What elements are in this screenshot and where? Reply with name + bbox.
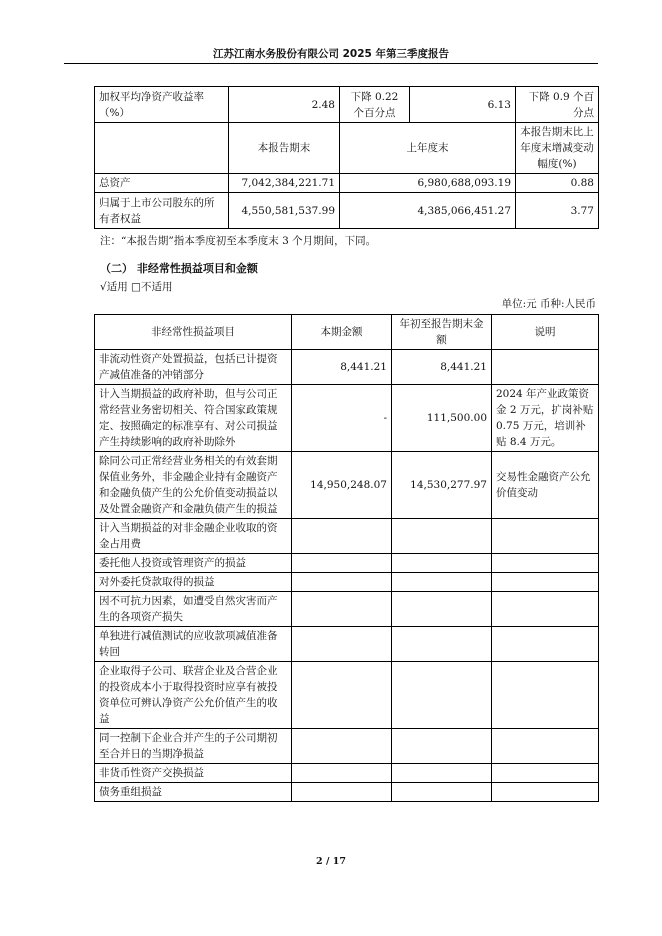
cell-value: 14,950,248.07 xyxy=(292,452,392,519)
cell-value xyxy=(292,519,392,554)
table-row xyxy=(95,385,599,452)
cell-value: 0.88 xyxy=(516,174,599,193)
table-row xyxy=(95,729,599,764)
cell-value xyxy=(292,783,392,802)
cell-value xyxy=(292,662,392,729)
cell-value: 2.48 xyxy=(229,87,340,123)
cell-value xyxy=(292,627,392,662)
cell-note xyxy=(492,729,599,764)
cell-value xyxy=(392,729,492,764)
cell-value xyxy=(392,573,492,592)
column-header: 说明 xyxy=(492,315,599,350)
cell-value: 4,550,581,537.99 xyxy=(229,193,340,229)
unit-label: 单位:元 币种:人民币 xyxy=(501,298,596,310)
cell-note: 2024 年产业政策资金 2 万元，扩岗补贴 0.75 万元，培训补贴 8.4 万元。 xyxy=(492,385,599,452)
column-header: 上年度末 xyxy=(340,123,516,174)
cell-value: 下降 0.9 个百分点 xyxy=(516,87,599,123)
row-label: 计入当期损益的对非金融企业收取的资金占用费 xyxy=(95,519,292,554)
footnote: 注：“本报告期”指本季度初至本季度末 3 个月期间，下同。 xyxy=(100,235,377,247)
applicability-checkbox-text: √适用 □不适用 xyxy=(100,281,173,293)
cell-value: 4,385,066,451.27 xyxy=(340,193,516,229)
table-row xyxy=(95,87,599,123)
table-header-row xyxy=(95,123,599,174)
row-label: 非货币性资产交换损益 xyxy=(95,764,292,783)
table-row xyxy=(95,174,599,193)
column-header: 本期金额 xyxy=(292,315,392,350)
row-label: 企业取得子公司、联营企业及合营企业的投资成本小于取得投资时应享有被投资单位可辨认净资产公允价值产生的收益 xyxy=(95,662,292,729)
cell-value: 6.13 xyxy=(410,87,516,123)
row-label: 除同公司正常经营业务相关的有效套期保值业务外，非金融企业持有金融资产和金融负债产生的公允价值变动损益以及处置金融资产和金融负债产生的损益 xyxy=(95,452,292,519)
section-heading: （二） 非经常性损益项目和金额 xyxy=(100,262,258,275)
row-label: 债务重组损益 xyxy=(95,783,292,802)
table-row xyxy=(95,592,599,627)
cell-value xyxy=(392,627,492,662)
table-header-row xyxy=(95,315,599,350)
report-header-title: 江苏江南水务股份有限公司 2025 年第三季度报告 xyxy=(212,48,450,60)
cell-note xyxy=(492,592,599,627)
table-row xyxy=(95,627,599,662)
cell-note xyxy=(492,554,599,573)
cell-note xyxy=(492,783,599,802)
cell-value: 6,980,688,093.19 xyxy=(340,174,516,193)
cell-value xyxy=(392,662,492,729)
cell-value xyxy=(392,519,492,554)
table-row xyxy=(95,350,599,385)
cell-value: 111,500.00 xyxy=(392,385,492,452)
cell-value: 下降 0.22 个百分点 xyxy=(340,87,410,123)
row-label: 委托他人投资或管理资产的损益 xyxy=(95,554,292,573)
cell-value: 14,530,277.97 xyxy=(392,452,492,519)
cell-value xyxy=(392,764,492,783)
cell-value xyxy=(292,592,392,627)
cell-value xyxy=(392,592,492,627)
table-row xyxy=(95,662,599,729)
column-header: 本报告期末比上年度末增减变动幅度(%) xyxy=(516,123,599,174)
cell-note: 交易性金融资产公允价值变动 xyxy=(492,452,599,519)
cell-value: - xyxy=(292,385,392,452)
cell-value xyxy=(292,573,392,592)
non-recurring-gains-table xyxy=(94,314,599,802)
table-row xyxy=(95,783,599,802)
key-financial-data-table xyxy=(94,86,599,229)
cell-value: 8,441.21 xyxy=(392,350,492,385)
row-label: 总资产 xyxy=(95,174,229,193)
column-header: 非经常性损益项目 xyxy=(95,315,292,350)
cell-value: 7,042,384,221.71 xyxy=(229,174,340,193)
page-number: 2 / 17 xyxy=(316,856,346,867)
blank-cell xyxy=(95,123,229,174)
cell-note xyxy=(492,662,599,729)
table-row xyxy=(95,573,599,592)
row-label: 单独进行减值测试的应收款项减值准备转回 xyxy=(95,627,292,662)
cell-value xyxy=(292,554,392,573)
column-header: 本报告期末 xyxy=(229,123,340,174)
row-label: 计入当期损益的政府补助，但与公司正常经营业务密切相关、符合国家政策规定、按照确定的标准享有、对公司损益产生持续影响的政府补助除外 xyxy=(95,385,292,452)
cell-value xyxy=(292,729,392,764)
column-header: 年初至报告期末金额 xyxy=(392,315,492,350)
cell-note xyxy=(492,764,599,783)
cell-value xyxy=(392,554,492,573)
cell-note xyxy=(492,350,599,385)
cell-value xyxy=(292,764,392,783)
table-row xyxy=(95,554,599,573)
cell-note xyxy=(492,627,599,662)
row-label: 归属于上市公司股东的所有者权益 xyxy=(95,193,229,229)
header-divider xyxy=(64,63,598,64)
cell-value: 3.77 xyxy=(516,193,599,229)
cell-value xyxy=(392,783,492,802)
cell-note xyxy=(492,573,599,592)
table-row xyxy=(95,193,599,229)
table-row xyxy=(95,519,599,554)
row-label: 因不可抗力因素，如遭受自然灾害而产生的各项资产损失 xyxy=(95,592,292,627)
row-label: 加权平均净资产收益率（%） xyxy=(95,87,229,123)
table-row xyxy=(95,764,599,783)
cell-value: 8,441.21 xyxy=(292,350,392,385)
table-row xyxy=(95,452,599,519)
row-label: 同一控制下企业合并产生的子公司期初至合并日的当期净损益 xyxy=(95,729,292,764)
cell-note xyxy=(492,519,599,554)
row-label: 对外委托贷款取得的损益 xyxy=(95,573,292,592)
row-label: 非流动性资产处置损益，包括已计提资产减值准备的冲销部分 xyxy=(95,350,292,385)
